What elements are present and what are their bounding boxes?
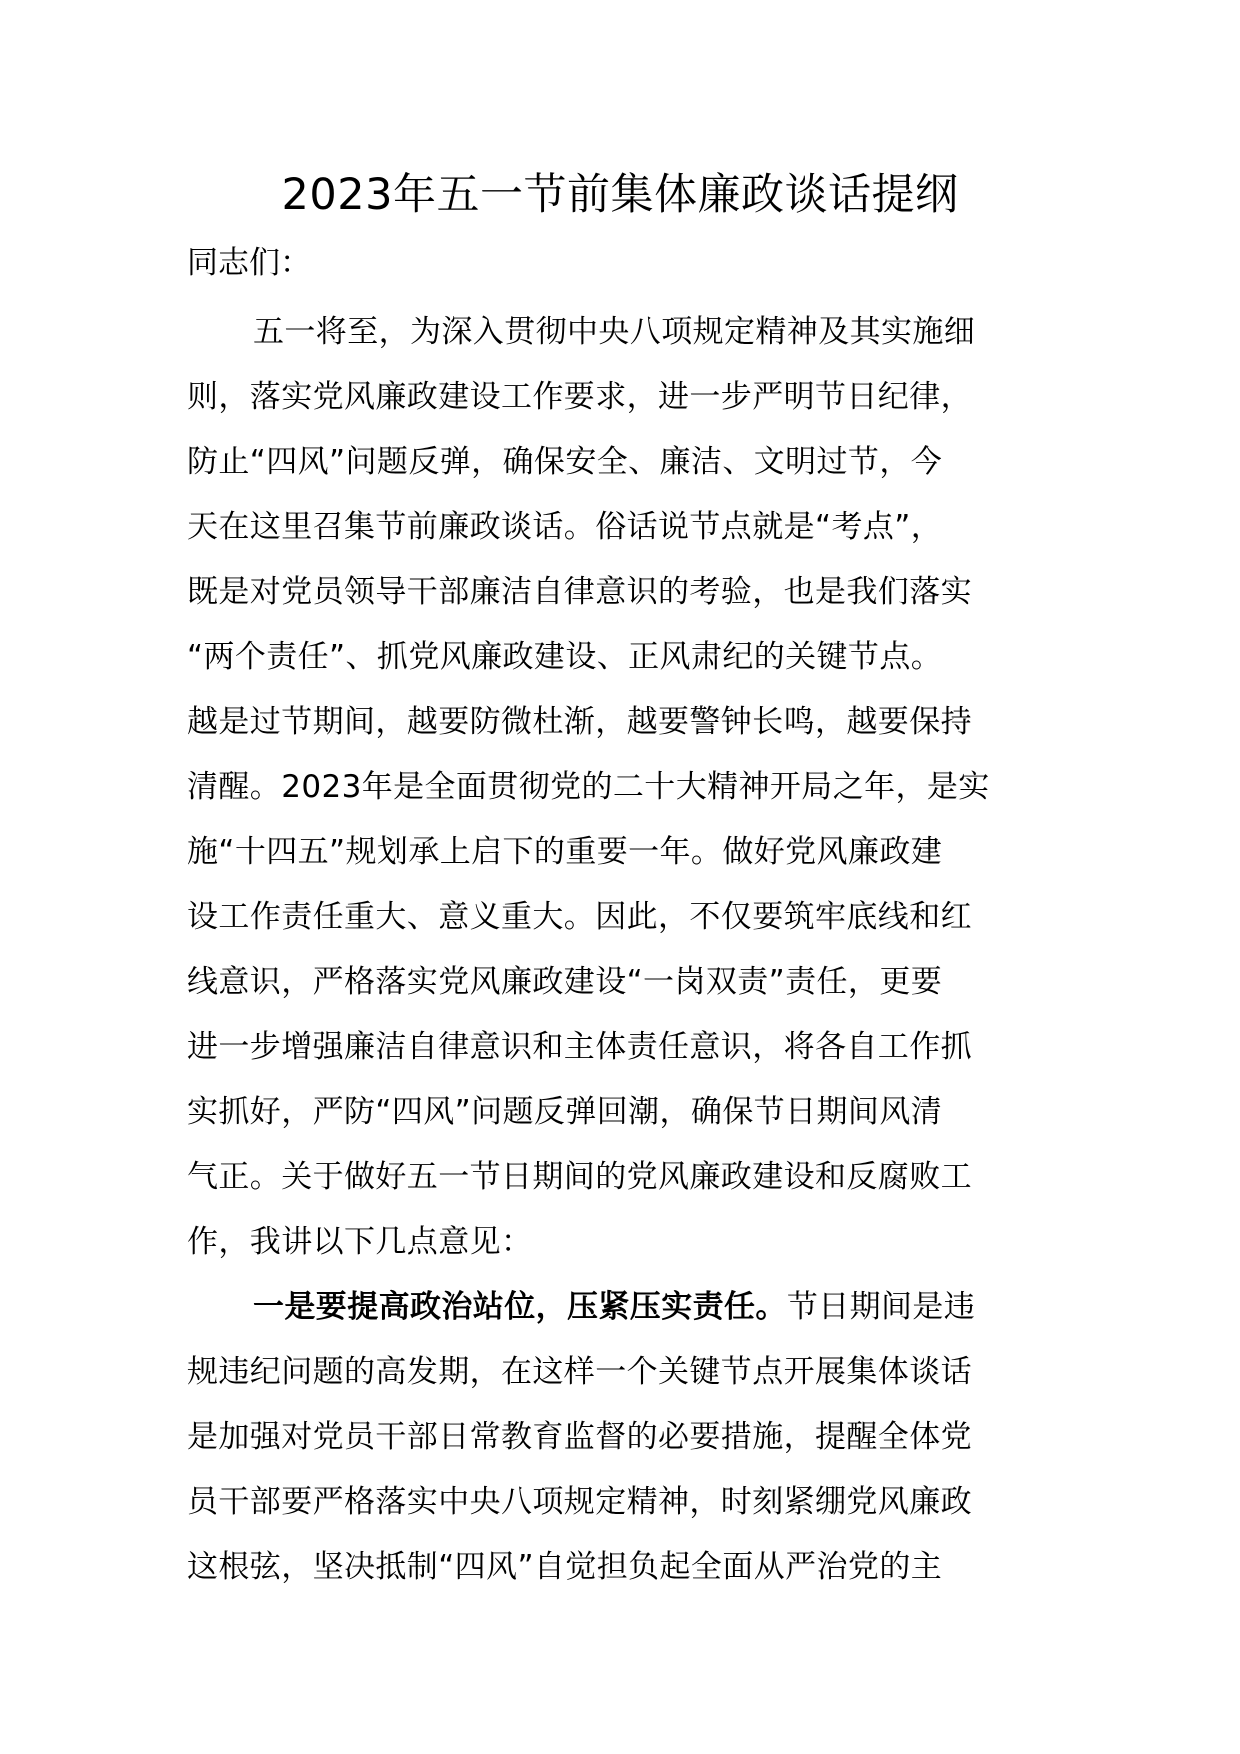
section-one-heading: 一是要提高政治站位，压紧压实责任。 — [253, 1289, 787, 1325]
paragraph-line: 气正。关于做好五一节日期间的党风廉政建设和反腐败工 — [187, 1159, 972, 1195]
paragraph-line: 是加强对党员干部日常教育监督的必要措施，提醒全体党 — [187, 1419, 972, 1455]
document-title: 2023年五一节前集体廉政谈话提纲 — [281, 170, 959, 220]
body-text — [187, 300, 1057, 1600]
paragraph-line: 越是过节期间，越要防微杜渐，越要警钟长鸣，越要保持 — [187, 704, 972, 740]
paragraph-line: 规违纪问题的高发期，在这样一个关键节点开展集体谈话 — [187, 1354, 972, 1390]
paragraph-line: 既是对党员领导干部廉洁自律意识的考验，也是我们落实 — [187, 574, 972, 610]
paragraph-line: 员干部要严格落实中央八项规定精神，时刻紧绷党风廉政 — [187, 1484, 972, 1520]
salutation: 同志们： — [187, 245, 311, 281]
paragraph-line: “两个责任”、抓党风廉政建设、正风肃纪的关键节点。 — [187, 639, 943, 675]
paragraph-line: 进一步增强廉洁自律意识和主体责任意识，将各自工作抓 — [187, 1029, 972, 1065]
paragraph-line: 施“十四五”规划承上启下的重要一年。做好党风廉政建 — [187, 834, 943, 870]
paragraph-line: 防止“四风”问题反弹，确保安全、廉洁、文明过节，今 — [187, 444, 943, 480]
section-one-first-line-rest: 节日期间是违 — [786, 1289, 976, 1325]
paragraph-line: 五一将至，为深入贯彻中央八项规定精神及其实施细 — [253, 314, 976, 350]
paragraph-line: 实抓好，严防“四风”问题反弹回潮，确保节日期间风清 — [187, 1094, 943, 1130]
paragraph-line: 设工作责任重大、意义重大。因此，不仅要筑牢底线和红 — [187, 899, 972, 935]
section-one-first-line — [187, 1275, 1057, 1340]
paragraph-line: 这根弦，坚决抵制“四风”自觉担负起全面从严治党的主 — [187, 1549, 943, 1585]
paragraph-line: 线意识，严格落实党风廉政建设“一岗双责”责任，更要 — [187, 964, 943, 1000]
paragraph-line: 天在这里召集节前廉政谈话。俗话说节点就是“考点”， — [187, 509, 943, 545]
paragraph-line: 清醒。2023年是全面贯彻党的二十大精神开局之年，是实 — [187, 769, 990, 805]
paragraph-line: 则，落实党风廉政建设工作要求，进一步严明节日纪律， — [187, 379, 972, 415]
paragraph-line: 作，我讲以下几点意见： — [187, 1224, 533, 1260]
